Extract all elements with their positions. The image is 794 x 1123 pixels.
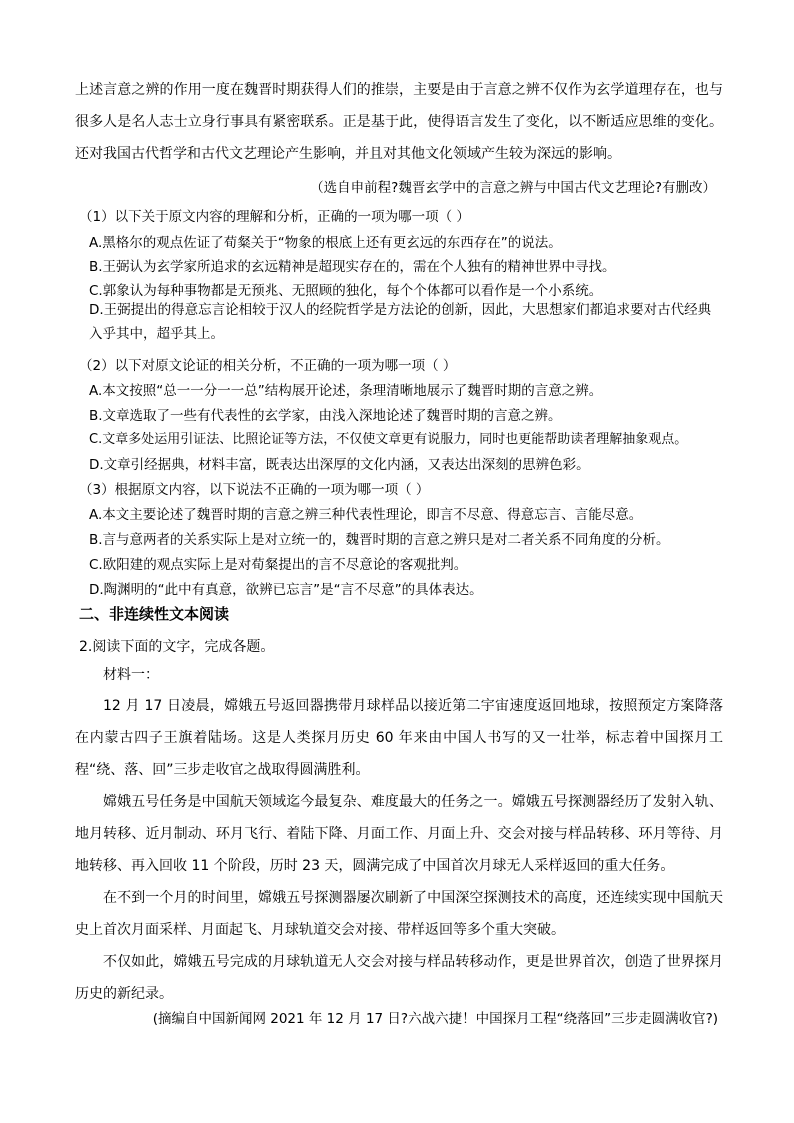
section-heading: 二、非连续性文本阅读 <box>79 605 230 623</box>
question-2-option-a: A.本文按照“总一一分一一总”结构展开论述，条理清晰地展示了魏晋时期的言意之辨。 <box>89 383 603 399</box>
intro-paragraph: 上述言意之辨的作用一度在魏晋时期获得人们的推崇，主要是由于言意之辨不仅作为玄学道理存在，也与很多人是名人志士立身行事具有紧密联系。正是基于此，使得语言发生了变化，以不断适应思维的变化。还对我国古代哲学和古代文艺理论产生影响，并且对其他文化领域产生较为深远的影响。 <box>75 82 723 162</box>
question-2-stem: （2）以下对原文论证的相关分析，不正确的一项为哪一项（ ） <box>79 358 457 374</box>
question-3-option-d: D.陶渊明的“此中有真意，欲辨已忘言”是“言不尽意”的具体表达。 <box>89 582 483 598</box>
material-label: 材料一： <box>103 667 159 683</box>
question-3-option-b: B.言与意两者的关系实际上是对立统一的，魏晋时期的言意之辨只是对二者关系不同角度的分析。 <box>89 532 670 548</box>
question-1-option-b: B.王弼认为玄学家所追求的玄远精神是超现实存在的，需在个人独有的精神世界中寻找。 <box>89 259 616 275</box>
question-1-option-c: C.郭象认为每种事物都是无预兆、无照顾的独化，每个个体都可以看作是一个小系统。 <box>89 283 603 299</box>
passage-source: （选自申前程?魏晋玄学中的言意之辨与中国古代文艺理论?有删改） <box>310 180 716 196</box>
question-3-option-a: A.本文主要论述了魏晋时期的言意之辨三种代表性理论，即言不尽意、得意忘言、言能尽意。 <box>89 507 643 523</box>
material-paragraph-4: 不仅如此，嫦娥五号完成的月球轨道无人交会对接与样品转移动作，更是世界首次，创造了世界探月历史的新纪录。 <box>75 954 723 1002</box>
question-2-option-c: C.文章多处运用引证法、比照论证等方法，不仅使文章更有说服力，同时也更能帮助读者理解抽象观点。 <box>89 432 688 447</box>
question-1-option-d: D.王弼提出的得意忘言论相较于汉人的经院哲学是方法论的创新，因此，大思想家们都追求要对古代经典入乎其中，超乎其上。 <box>89 302 712 342</box>
material-source: (摘编自中国新闻网 2021 年 12 月 17 日?六战六捷！中国探月工程“绕落回”三步走圆满收官?) <box>152 1011 718 1027</box>
section-instruction: 2.阅读下面的文字，完成各题。 <box>79 639 275 655</box>
question-3-stem: （3）根据原文内容，以下说法不正确的一项为哪一项（ ） <box>79 482 430 498</box>
question-3-option-c: C.欧阳建的观点实际上是对荀粲提出的言不尽意论的客观批判。 <box>89 557 468 573</box>
question-1-option-a: A.黑格尔的观点佐证了荀粲关于“物象的根底上还有更玄远的东西存在”的说法。 <box>89 235 562 251</box>
material-paragraph-1: 12 月 17 日凌晨，嫦娥五号返回器携带月球样品以接近第二宇宙速度返回地球，按照预定方案降落在内蒙古四子王旗着陆场。这是人类探月历史 60 年来由中国人书写的又一壮举，标志着中国探月工程“绕、落、回”三步走收官之战取得圆满胜利。 <box>75 698 723 778</box>
question-2-option-d: D.文章引经据典，材料丰富，既表达出深厚的文化内涵，又表达出深刻的思辨色彩。 <box>89 457 590 473</box>
question-1-stem: （1）以下关于原文内容的理解和分析，正确的一项为哪一项（ ） <box>79 209 470 225</box>
material-paragraph-3: 在不到一个月的时间里，嫦娥五号探测器屡次刷新了中国深空探测技术的高度，还连续实现中国航天史上首次月面采样、月面起飞、月球轨道交会对接、带样返回等多个重大突破。 <box>75 890 723 938</box>
material-paragraph-2: 嫦娥五号任务是中国航天领域迄今最复杂、难度最大的任务之一。嫦娥五号探测器经历了发射入轨、地月转移、近月制动、环月飞行、着陆下降、月面工作、月面上升、交会对接与样品转移、环月等待、月地转移、再入回收 11 个阶段，历时 23 天，圆满完成了中国首次月球无人采样返回的重大任务。 <box>75 794 723 874</box>
question-2-option-b: B.文章选取了一些有代表性的玄学家，由浅入深地论述了魏晋时期的言意之辨。 <box>89 408 562 424</box>
